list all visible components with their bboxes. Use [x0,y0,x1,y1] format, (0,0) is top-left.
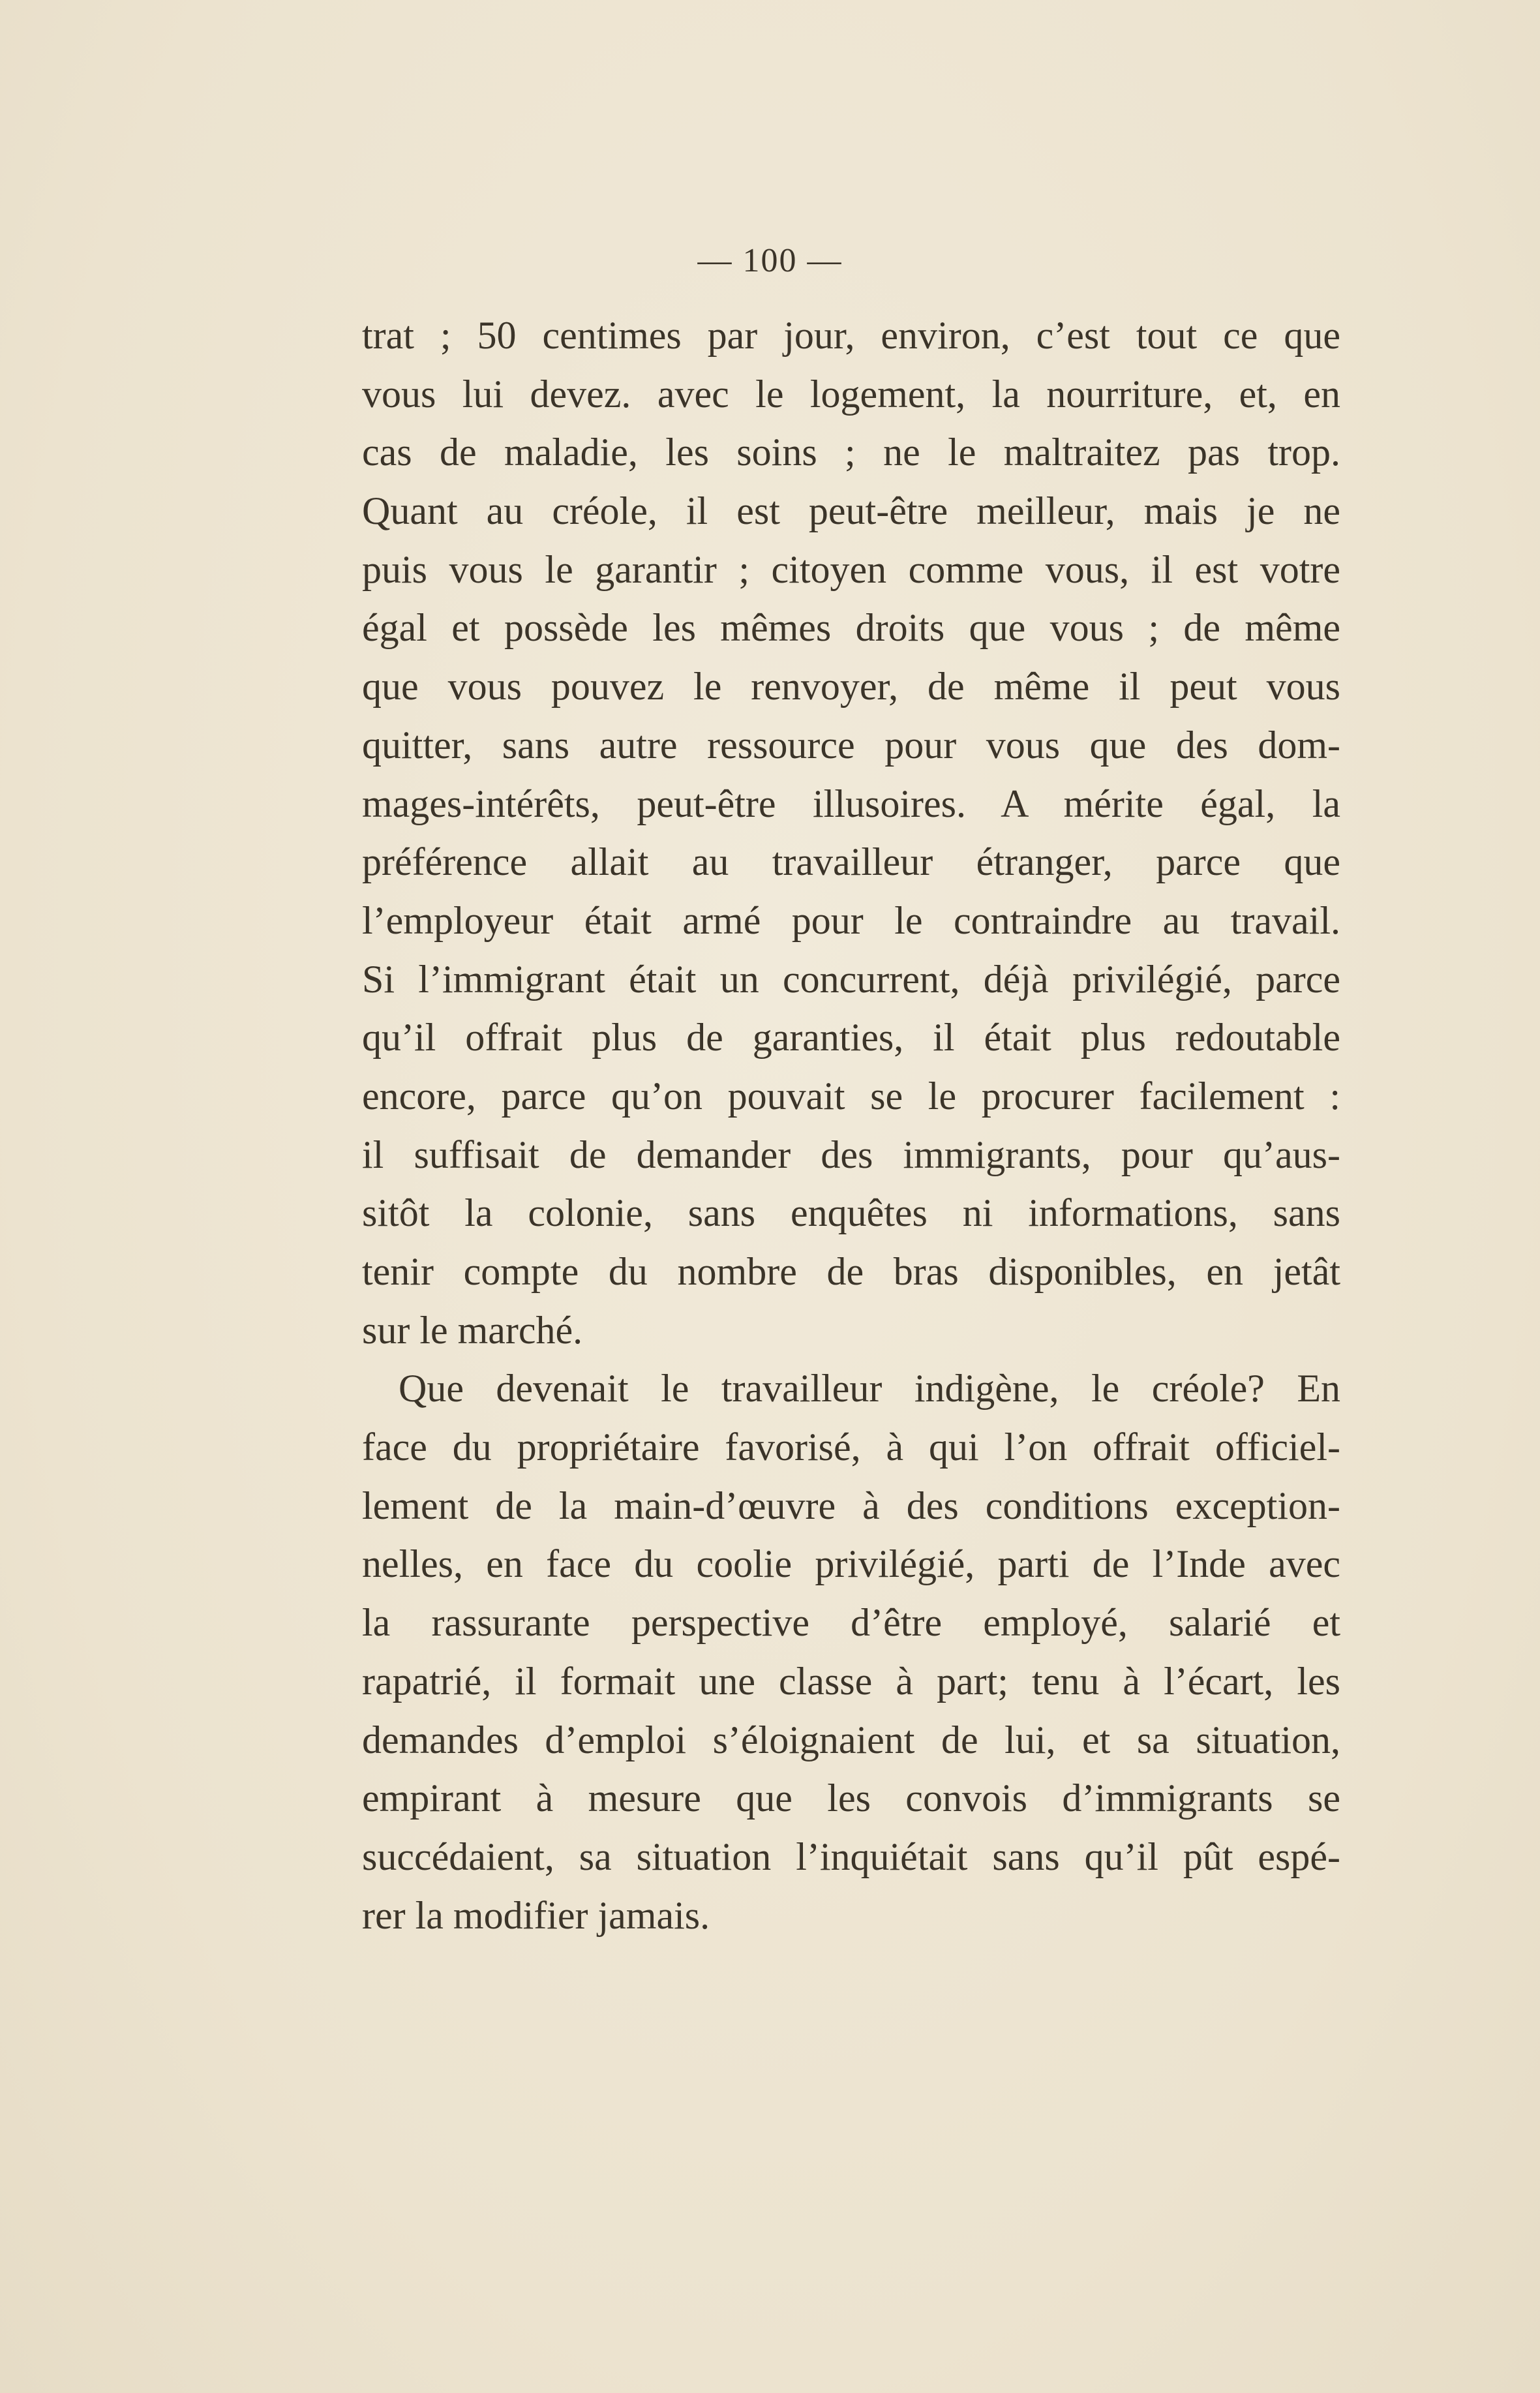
text-line: nelles, en face du coolie privilégié, parti de l’Inde avec [362,1542,1340,1586]
text-line: il suffisait de demander des immigrants, pour qu’aus- [362,1133,1340,1176]
text-line: encore, parce qu’on pouvait se le procurer facilement : [362,1074,1340,1118]
text-line: empirant à mesure que les convois d’immigrants se [362,1776,1340,1820]
text-line: quitter, sans autre ressource pour vous que des dom- [362,723,1340,767]
text-line: succédaient, sa situation l’inquiétait sans qu’il pût espé- [362,1835,1340,1878]
text-line: vous lui devez. avec le logement, la nourriture, et, en [362,372,1340,416]
text-line: puis vous le garantir ; citoyen comme vous, il est votre [362,547,1340,591]
text-line: tenir compte du nombre de bras disponibles, en jetât [362,1250,1340,1293]
text-line: Quant au créole, il est peut-être meilleur, mais je ne [362,489,1340,533]
paragraph [362,1360,1340,1945]
text-line: demandes d’emploi s’éloignaient de lui, et sa situation, [362,1718,1340,1761]
text-line: cas de maladie, les soins ; ne le maltraitez pas trop. [362,431,1340,474]
text-line: l’employeur était armé pour le contraindre au travail. [362,898,1340,942]
text-line: mages-intérêts, peut-être illusoires. A mérite égal, la [362,782,1340,825]
text-line: égal et possède les mêmes droits que vous ; de même [362,606,1340,650]
page-body-text [362,307,1340,1945]
text-line: qu’il offrait plus de garanties, il était plus redoutable [362,1016,1340,1059]
text-line: Si l’immigrant était un concurrent, déjà privilégié, parce [362,957,1340,1001]
text-line: Que devenait le travailleur indigène, le créole? En [399,1367,1340,1410]
text-line: rer la modifier jamais. [362,1893,710,1937]
text-line: sur le marché. [362,1308,583,1352]
text-line: face du propriétaire favorisé, à qui l’on offrait officiel- [362,1425,1340,1469]
text-line: que vous pouvez le renvoyer, de même il peut vous [362,665,1340,709]
text-line: préférence allait au travailleur étranger, parce que [362,840,1340,884]
text-line: lement de la main-d’œuvre à des conditions exception- [362,1484,1340,1527]
paragraph [362,307,1340,1360]
text-line: sitôt la colonie, sans enquêtes ni informations, sans [362,1191,1340,1235]
page-number: — 100 — [697,242,843,279]
text-line: rapatrié, il formait une classe à part; tenu à l’écart, les [362,1659,1340,1703]
text-line: la rassurante perspective d’être employé, salarié et [362,1601,1340,1645]
text-line: trat ; 50 centimes par jour, environ, c’est tout ce que [362,314,1340,357]
